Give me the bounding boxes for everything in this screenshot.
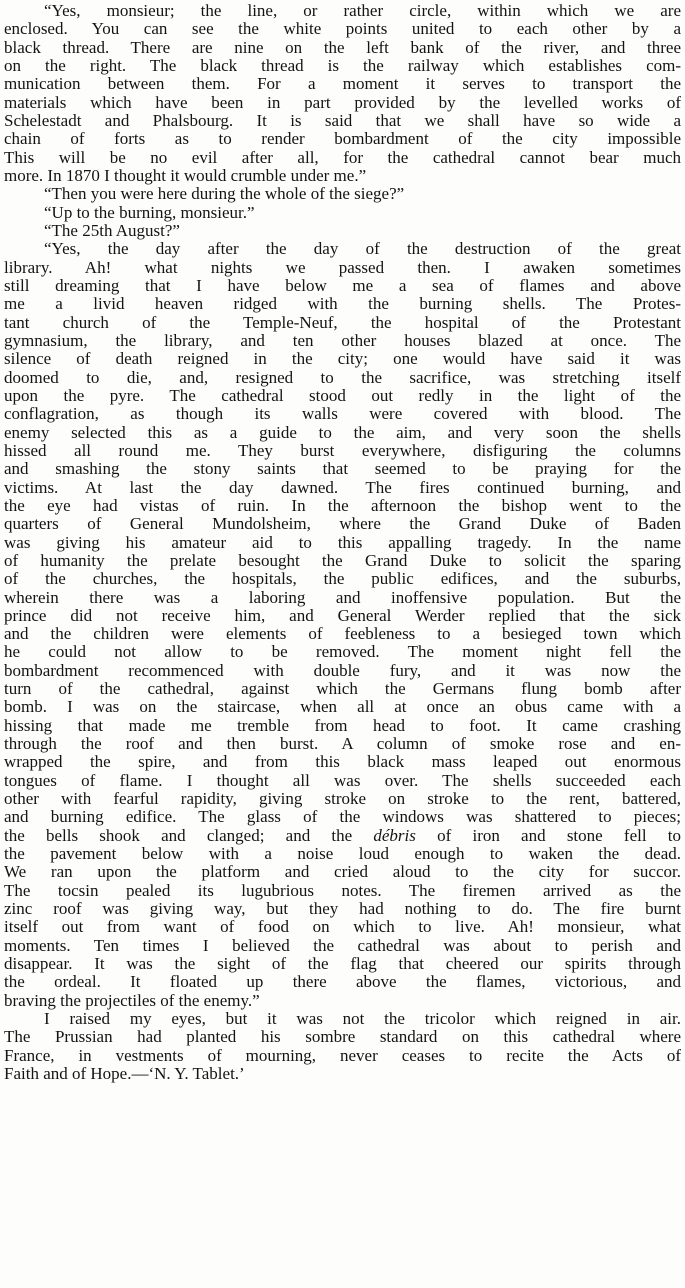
paragraph (4, 240, 681, 1010)
article-body (4, 2, 681, 1083)
text-line: other with fearful rapidity, giving stroke on stroke to the rent, battered, (4, 790, 681, 809)
text-line: prince did not receive him, and General Werder replied that the sick (4, 606, 681, 625)
text-line: Schelestadt and Phalsbourg. It is said that we shall have so wide a (4, 111, 681, 130)
text-line: “Then you were here during the whole of the siege?” (44, 185, 405, 204)
paragraph (4, 1010, 681, 1083)
text-line: and burning edifice. The glass of the windows was shattered to pieces; (4, 808, 681, 827)
text-line: quarters of General Mundolsheim, where the Grand Duke of Baden (4, 515, 681, 534)
text-line: “The 25th August?” (44, 221, 180, 240)
text-line: gymnasium, the library, and ten other houses blazed at once. The (4, 331, 681, 350)
text-line: wherein there was a laboring and inoffensive population. But the (4, 588, 681, 607)
text-line: on the right. The black thread is the railway which establishes com- (4, 56, 681, 75)
text-line: “Up to the burning, monsieur.” (44, 203, 255, 222)
text-line: of the churches, the hospitals, the public edifices, and the suburbs, (4, 570, 681, 589)
text-line: hissed all round me. They burst everywhere, disfiguring the columns (4, 441, 681, 460)
text-line: munication between them. For a moment it serves to transport the (4, 75, 681, 94)
text-line: This will be no evil after all, for the cathedral cannot bear much (4, 148, 681, 167)
text-line: and smashing the stony saints that seemed to be praying for the (4, 460, 681, 479)
text-line: “Yes, the day after the day of the destruction of the great (44, 240, 681, 259)
text-line: he could not allow to be removed. The moment night fell the (4, 643, 681, 662)
text-line: me a livid heaven ridged with the burning shells. The Protes- (4, 295, 681, 314)
paragraph (4, 222, 681, 240)
text-line: The tocsin pealed its lugubrious notes. The firemen arrived as the (4, 881, 681, 900)
text-line: bomb. I was on the staircase, when all at once an obus came with a (4, 698, 681, 717)
text-line: wrapped the spire, and from this black mass leaped out enormous (4, 753, 681, 772)
text-line: doomed to die, and, resigned to the sacrifice, was stretching itself (4, 368, 681, 387)
text-line: We ran upon the platform and cried aloud to the city for succor. (4, 863, 681, 882)
text-line: braving the projectiles of the enemy.” (4, 991, 260, 1010)
text-line: materials which have been in part provided by the levelled works of (4, 93, 681, 112)
text-line: zinc roof was giving way, but they had nothing to do. The fire burnt (4, 900, 681, 919)
text-line: upon the pyre. The cathedral stood out redly in the light of the (4, 386, 681, 405)
text-line: turn of the cathedral, against which the Germans flung bomb after (4, 680, 681, 699)
text-line: enemy selected this as a guide to the aim, and very soon the shells (4, 423, 681, 442)
text-line: the pavement below with a noise loud enough to waken the dead. (4, 845, 681, 864)
text-line: the ordeal. It floated up there above the flames, victorious, and (4, 973, 681, 992)
text-line: the bells shook and clanged; and the débris of iron and stone fell to (4, 826, 681, 845)
text-line: more. In 1870 I thought it would crumble under me.” (4, 166, 367, 185)
text-line: black thread. There are nine on the left bank of the river, and three (4, 38, 681, 57)
text-line: conflagration, as though its walls were covered with blood. The (4, 405, 681, 424)
text-line: was giving his amateur aid to this appalling tragedy. In the name (4, 533, 681, 552)
text-line: still dreaming that I have below me a sea of flames and above (4, 276, 681, 295)
text-line: France, in vestments of mourning, never ceases to recite the Acts of (4, 1046, 681, 1065)
text-line: moments. Ten times I believed the cathedral was about to perish and (4, 936, 681, 955)
text-line: of humanity the prelate besought the Grand Duke to solicit the sparing (4, 551, 681, 570)
text-line: itself out from want of food on which to live. Ah! monsieur, what (4, 918, 681, 937)
text-line: hissing that made me tremble from head to foot. It came crashing (4, 716, 681, 735)
text-line: and the children were elements of feebleness to a besieged town which (4, 625, 681, 644)
text-line: chain of forts as to render bombardment of the city impossible (4, 130, 681, 149)
text-line: disappear. It was the sight of the flag that cheered our spirits through (4, 955, 681, 974)
text-line: silence of death reigned in the city; one would have said it was (4, 350, 681, 369)
italic-word: débris (373, 826, 416, 845)
paragraph (4, 185, 681, 203)
text-line: tongues of flame. I thought all was over. The shells succeeded each (4, 771, 681, 790)
text-line: victims. At last the day dawned. The fires continued burning, and (4, 478, 681, 497)
text-line: enclosed. You can see the white points united to each other by a (4, 20, 681, 39)
text-line: through the roof and then burst. A column of smoke rose and en- (4, 735, 681, 754)
text-line: library. Ah! what nights we passed then. I awaken sometimes (4, 258, 681, 277)
text-line: “Yes, monsieur; the line, or rather circle, within which we are (44, 2, 681, 20)
paragraph (4, 204, 681, 222)
text-line: Faith and of Hope.—‘N. Y. Tablet.’ (4, 1065, 245, 1084)
paragraph (4, 2, 681, 185)
text-line: tant church of the Temple-Neuf, the hospital of the Protestant (4, 313, 681, 332)
text-line: I raised my eyes, but it was not the tricolor which reigned in air. (44, 1010, 681, 1029)
text-line: the eye had vistas of ruin. In the afternoon the bishop went to the (4, 496, 681, 515)
text-line: bombardment recommenced with double fury, and it was now the (4, 661, 681, 680)
text-line: The Prussian had planted his sombre standard on this cathedral where (4, 1028, 681, 1047)
